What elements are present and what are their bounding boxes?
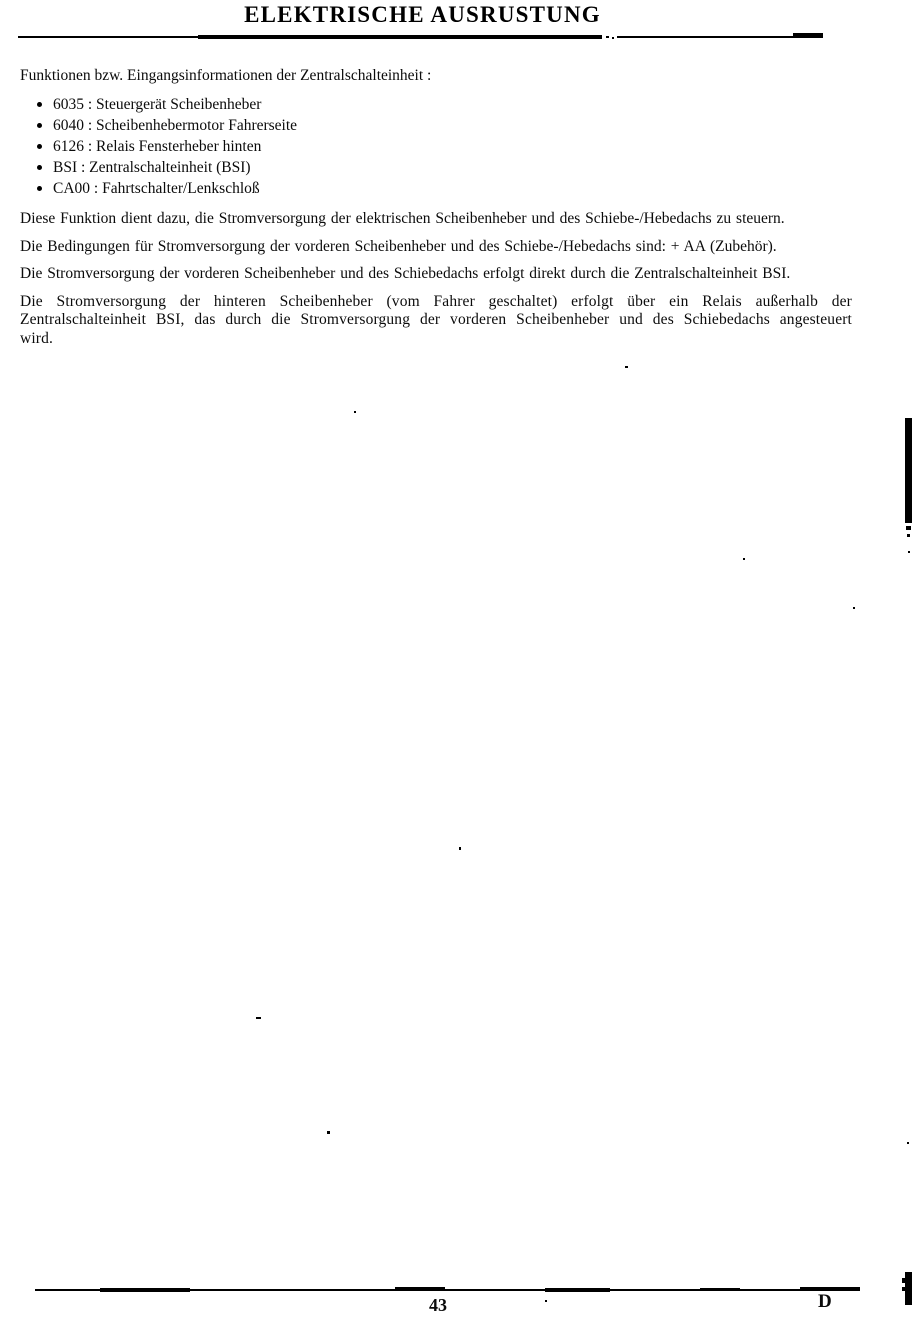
- list-item: [20, 94, 852, 115]
- bullet-icon: [37, 186, 42, 191]
- scan-speck: [256, 1017, 261, 1019]
- footer-rule-segment: [545, 1288, 610, 1292]
- scan-speck: [853, 607, 855, 609]
- scan-edge-mark: [908, 551, 910, 553]
- scan-edge-bar: [905, 1272, 912, 1305]
- list-item-label: BSI : Zentralschalteinheit (BSI): [53, 159, 251, 176]
- main-text-block: [20, 66, 852, 357]
- scan-edge-mark: [907, 1142, 909, 1144]
- bullet-icon: [37, 102, 42, 107]
- scan-speck: [625, 366, 628, 368]
- scan-speck: [459, 847, 461, 850]
- intro-line: Funktionen bzw. Eingangsinformationen der Zentralschalteinheit :: [20, 67, 432, 84]
- header-rule-segment: [617, 36, 795, 38]
- scan-edge-mark: [907, 534, 910, 537]
- page-number: 43: [429, 1295, 447, 1315]
- paragraph: Die Stromversorgung der vorderen Scheibenheber und des Schiebedachs erfolgt direkt durch die Zentralschalteinheit BSI.: [20, 265, 791, 282]
- scan-edge-mark: [902, 1278, 905, 1283]
- header-rule-dot: [612, 37, 614, 39]
- page-title: ELEKTRISCHE AUSRUSTUNG: [244, 2, 601, 27]
- scan-edge-bar: [905, 418, 912, 523]
- header-rule-segment: [18, 36, 203, 38]
- scan-edge-mark: [906, 526, 911, 530]
- list-item-label: CA00 : Fahrtschalter/Lenkschloß: [53, 180, 260, 197]
- list-item: [20, 115, 852, 136]
- list-item: [20, 136, 852, 157]
- bullet-icon: [37, 123, 42, 128]
- paragraph: Die Bedingungen für Stromversorgung der vorderen Scheibenheber und des Schiebe-/Hebedachs sind: + AA (Zubehör).: [20, 237, 777, 255]
- scan-speck: [743, 558, 745, 560]
- header-rule-dot: [606, 36, 609, 38]
- scan-speck: [354, 411, 356, 413]
- footer-rule-segment: [395, 1287, 445, 1291]
- scan-edge-mark: [902, 1287, 905, 1291]
- paragraph: Die Stromversorgung der hinteren Scheibenheber (vom Fahrer geschaltet) erfolgt über ein Relais außerhalb der Zentralschalteinheit BSI, das durch die Stromversorgung der vorderen Scheibenheber und des Schiebedachs angesteuert wird.: [20, 292, 852, 347]
- header-rule-segment: [198, 35, 602, 39]
- footer-rule-segment: [700, 1288, 740, 1291]
- list-item-label: 6040 : Scheibenhebermotor Fahrerseite: [53, 117, 298, 134]
- list-item-label: 6126 : Relais Fensterheber hinten: [53, 138, 262, 155]
- footer-rule-segment: [100, 1288, 190, 1292]
- scan-speck: [545, 1300, 547, 1302]
- list-item: [20, 157, 852, 178]
- section-letter: D: [818, 1291, 832, 1312]
- paragraph: Diese Funktion dient dazu, die Stromversorgung der elektrischen Scheibenheber und des Schiebe-/Hebedachs zu steuern.: [20, 210, 785, 227]
- bullet-icon: [37, 144, 42, 149]
- header-rule-segment: [793, 33, 823, 38]
- list-item: [20, 178, 852, 199]
- list-item-label: 6035 : Steuergerät Scheibenheber: [53, 96, 262, 113]
- bullet-icon: [37, 165, 42, 170]
- scan-speck: [327, 1131, 330, 1134]
- input-functions-list: [20, 94, 852, 199]
